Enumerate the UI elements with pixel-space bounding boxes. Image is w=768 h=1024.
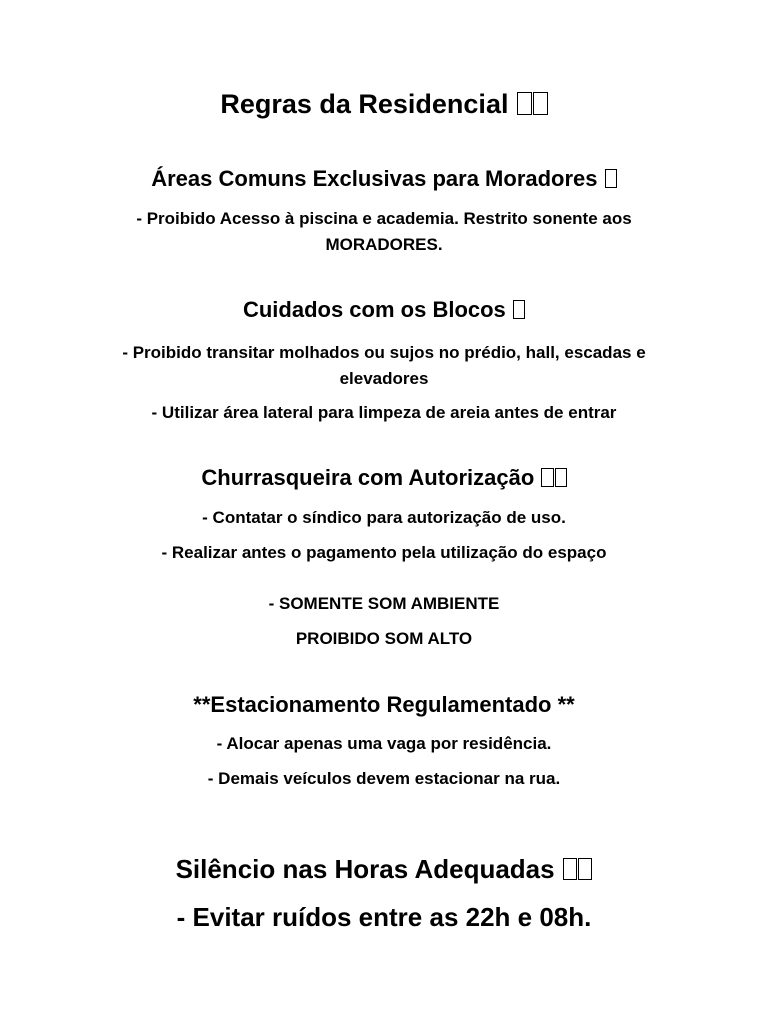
emoji-icon [563,858,577,880]
section-heading-text: Cuidados com os Blocos [242,297,506,322]
emoji-icon [578,858,592,880]
rule-text: - Utilizar área lateral para limpeza de areia antes de entrar [151,403,617,422]
section-heading-churrasqueira [40,465,728,491]
rule-text: - Realizar antes o pagamento pela utilização do espaço [161,543,607,562]
rule-text: - Proibido Acesso à piscina e academia. Restrito sonente aos MORADORES. [136,209,632,254]
section-heading-text: Áreas Comuns Exclusivas para Moradores [151,166,598,191]
document-title [40,88,728,120]
rule-text: - Evitar ruídos entre as 22h e 08h. [176,902,592,932]
section-heading-areas-comuns [40,166,728,192]
rule-text: - Alocar apenas uma vaga por residência. [216,734,552,753]
section-heading-estacionamento [40,692,728,718]
emoji-icon [555,468,567,487]
emoji-icon [541,468,553,487]
section-heading-text: Churrasqueira com Autorização [201,465,535,490]
emoji-icon [517,92,532,115]
rule-text: - Proibido transitar molhados ou sujos no prédio, hall, escadas e elevadores [122,343,646,388]
rule-text: - Demais veículos devem estacionar na rua. [207,769,561,788]
section-heading-silencio [40,854,728,885]
rule-text: - SOMENTE SOM AMBIENTE [268,594,500,613]
document-title-text: Regras da Residencial [220,89,509,119]
section-heading-text: **Estacionamento Regulamentado ** [193,692,575,717]
emoji-icon [605,169,617,188]
emoji-icon [513,300,525,319]
rule-text: - Contatar o síndico para autorização de uso. [202,508,566,527]
section-heading-blocos [40,297,728,323]
emoji-icon [533,92,548,115]
rule-text: PROIBIDO SOM ALTO [295,629,473,648]
section-heading-text: Silêncio nas Horas Adequadas [175,854,555,884]
